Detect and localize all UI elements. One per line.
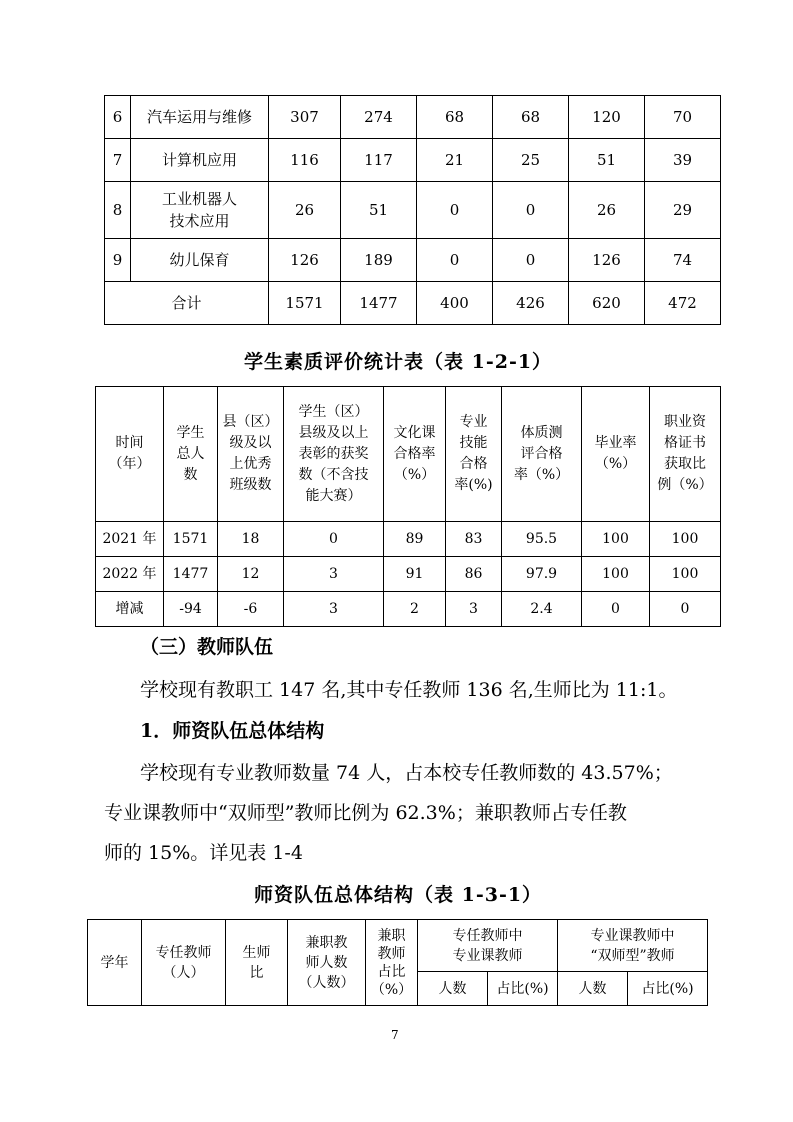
table-cell: 100 (582, 522, 650, 557)
column-header: 职业资 格证书 获取比 例（%） (650, 387, 721, 522)
structure-paragraph-line-1: 学校现有专业教师数量 74 人，占本校专任教师数的 43.57%； (140, 762, 673, 784)
structure-paragraph-line-2: 专业课教师中“双师型”教师比例为 62.3%；兼职教师占专任教 (104, 802, 627, 824)
table-cell: 1571 (164, 522, 218, 557)
table-cell: 2 (384, 592, 446, 627)
table-cell: 116 (269, 139, 341, 182)
table-cell: 51 (341, 182, 417, 239)
table-cell: 126 (269, 239, 341, 282)
column-header: 时间 （年） (96, 387, 164, 522)
total-cell: 426 (493, 282, 569, 325)
table-cell: 3 (284, 557, 384, 592)
row-number: 8 (105, 182, 131, 239)
table-cell: 117 (341, 139, 417, 182)
table-cell: 0 (493, 182, 569, 239)
table-cell: 0 (417, 239, 493, 282)
table-cell: 增减 (96, 592, 164, 627)
table-cell: 274 (341, 96, 417, 139)
page-number: 7 (391, 1028, 399, 1042)
sub-heading: 1．师资队伍总体结构 (140, 720, 325, 742)
table-cell: 74 (645, 239, 721, 282)
table-cell: 95.5 (502, 522, 582, 557)
table-cell: 21 (417, 139, 493, 182)
table-cell: 83 (446, 522, 502, 557)
table-cell: 86 (446, 557, 502, 592)
column-header: 专业 技能 合格 率(%) (446, 387, 502, 522)
table-cell: 0 (284, 522, 384, 557)
table-cell: 2.4 (502, 592, 582, 627)
column-header: 县（区） 级及以 上优秀 班级数 (218, 387, 284, 522)
column-header: 体质测 评合格 率（%） (502, 387, 582, 522)
row-number: 6 (105, 96, 131, 139)
table-cell: 25 (493, 139, 569, 182)
table-cell: 0 (417, 182, 493, 239)
table-cell: 70 (645, 96, 721, 139)
row-number: 7 (105, 139, 131, 182)
table-cell: 12 (218, 557, 284, 592)
table-cell: 97.9 (502, 557, 582, 592)
column-header: 文化课 合格率 （%） (384, 387, 446, 522)
column-header: 学生（区） 县级及以上 表彰的获奖 数（不含技 能大赛） (284, 387, 384, 522)
header-parttime-count: 兼职教 师人数 （人数） (288, 920, 366, 1006)
structure-paragraph-line-3: 师的 15%。详见表 1-4 (104, 842, 303, 864)
table-cell: 100 (650, 522, 721, 557)
table-cell: 0 (582, 592, 650, 627)
table-row (96, 592, 721, 627)
table-cell: 100 (650, 557, 721, 592)
table-cell: 100 (582, 557, 650, 592)
section-heading: （三）教师队伍 (140, 636, 274, 658)
total-label: 合计 (105, 282, 269, 325)
table-cell: 89 (384, 522, 446, 557)
column-header: 毕业率 （%） (582, 387, 650, 522)
table-row (105, 239, 721, 282)
table-cell: 0 (650, 592, 721, 627)
table-cell: 1477 (164, 557, 218, 592)
header-group-professional: 专任教师中 专业课教师 (418, 920, 558, 972)
table-row (105, 182, 721, 239)
table-cell: -6 (218, 592, 284, 627)
table-cell: 2021 年 (96, 522, 164, 557)
total-cell: 1477 (341, 282, 417, 325)
header-count-2: 人数 (558, 972, 628, 1006)
major-name: 工业机器人 技术应用 (131, 182, 269, 239)
quality-table-title: 学生素质评价统计表（表 1-2-1） (244, 351, 553, 373)
header-row (96, 387, 721, 522)
table-cell: 26 (569, 182, 645, 239)
header-year: 学年 (88, 920, 142, 1006)
staff-structure-table (87, 919, 708, 1006)
table-cell: 68 (417, 96, 493, 139)
table-row (96, 557, 721, 592)
header-parttime-pct: 兼职 教师 占比 （%） (366, 920, 418, 1006)
table-cell: 307 (269, 96, 341, 139)
row-number: 9 (105, 239, 131, 282)
header-group-dual: 专业课教师中 “双师型”教师 (558, 920, 708, 972)
column-header: 学生 总人 数 (164, 387, 218, 522)
table-cell: 91 (384, 557, 446, 592)
header-pct-1: 占比(%) (488, 972, 558, 1006)
student-quality-table (95, 386, 721, 627)
table-cell: 51 (569, 139, 645, 182)
header-pct-2: 占比(%) (628, 972, 708, 1006)
table-cell: 68 (493, 96, 569, 139)
major-name: 汽车运用与维修 (131, 96, 269, 139)
total-cell: 1571 (269, 282, 341, 325)
total-row (105, 282, 721, 325)
table-cell: 26 (269, 182, 341, 239)
table-row (105, 139, 721, 182)
table-cell: 3 (284, 592, 384, 627)
table-cell: 29 (645, 182, 721, 239)
table-cell: 39 (645, 139, 721, 182)
total-cell: 620 (569, 282, 645, 325)
header-count-1: 人数 (418, 972, 488, 1006)
staff-table-title: 师资队伍总体结构（表 1-3-1） (254, 884, 543, 906)
table-cell: 189 (341, 239, 417, 282)
header-fulltime: 专任教师 （人） (142, 920, 226, 1006)
table-cell: 0 (493, 239, 569, 282)
total-cell: 472 (645, 282, 721, 325)
table-cell: 126 (569, 239, 645, 282)
table-cell: 120 (569, 96, 645, 139)
table-cell: 18 (218, 522, 284, 557)
staff-paragraph: 学校现有教职工 147 名,其中专任教师 136 名,生师比为 11:1。 (140, 679, 678, 701)
major-name: 幼儿保育 (131, 239, 269, 282)
total-cell: 400 (417, 282, 493, 325)
header-ratio: 生师 比 (226, 920, 288, 1006)
table-cell: 3 (446, 592, 502, 627)
table-cell: -94 (164, 592, 218, 627)
major-name: 计算机应用 (131, 139, 269, 182)
table-row (96, 522, 721, 557)
table-cell: 2022 年 (96, 557, 164, 592)
table-row (105, 96, 721, 139)
enrollment-table (104, 95, 721, 325)
